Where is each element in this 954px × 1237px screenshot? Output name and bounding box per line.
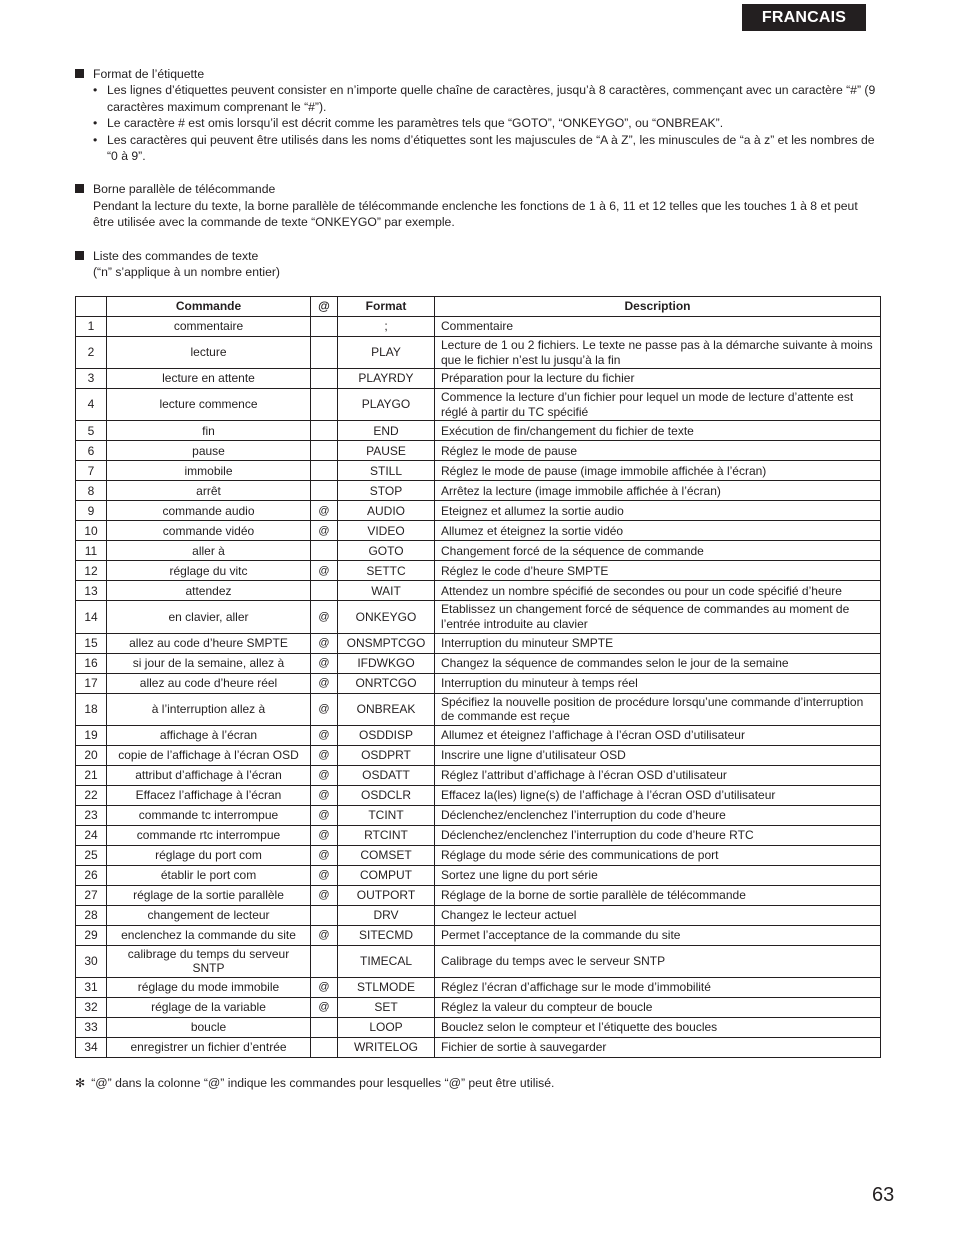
row-command: à l’interruption allez à — [107, 693, 311, 725]
row-description: Changez la séquence de commandes selon le jour de la semaine — [435, 653, 881, 673]
table-row — [76, 745, 881, 765]
row-number: 18 — [76, 693, 107, 725]
section-note: (“n” s’applique à un nombre entier) — [93, 265, 280, 280]
table-row — [76, 945, 881, 977]
row-number: 10 — [76, 521, 107, 541]
row-description: Réglez le code d’heure SMPTE — [435, 561, 881, 581]
row-number: 14 — [76, 601, 107, 633]
table-row — [76, 693, 881, 725]
section-title: Borne parallèle de télécommande — [93, 182, 276, 197]
row-number: 31 — [76, 977, 107, 997]
row-format: AUDIO — [338, 501, 435, 521]
row-description: Inscrire une ligne d’utilisateur OSD — [435, 745, 881, 765]
row-format: IFDWKGO — [338, 653, 435, 673]
row-at-flag — [311, 1037, 338, 1057]
row-number: 26 — [76, 865, 107, 885]
row-description: Réglage de la borne de sortie parallèle de télécommande — [435, 885, 881, 905]
row-at-flag — [311, 461, 338, 481]
row-format: OSDPRT — [338, 745, 435, 765]
row-format: COMPUT — [338, 865, 435, 885]
table-row — [76, 885, 881, 905]
bullet-list — [75, 82, 880, 164]
row-description: Fichier de sortie à sauvegarder — [435, 1037, 881, 1057]
row-at-flag: @ — [311, 673, 338, 693]
row-number: 29 — [76, 925, 107, 945]
table-row — [76, 825, 881, 845]
row-command: pause — [107, 441, 311, 461]
row-at-flag: @ — [311, 805, 338, 825]
row-number: 21 — [76, 765, 107, 785]
row-command: réglage du vitc — [107, 561, 311, 581]
row-at-flag: @ — [311, 501, 338, 521]
row-command: établir le port com — [107, 865, 311, 885]
row-format: LOOP — [338, 1017, 435, 1037]
row-at-flag — [311, 541, 338, 561]
row-at-flag — [311, 337, 338, 369]
row-number: 11 — [76, 541, 107, 561]
table-row — [76, 389, 881, 421]
row-command: immobile — [107, 461, 311, 481]
row-number: 12 — [76, 561, 107, 581]
square-bullet-icon — [75, 69, 84, 78]
row-number: 9 — [76, 501, 107, 521]
table-row — [76, 785, 881, 805]
row-command: calibrage du temps du serveur SNTP — [107, 945, 311, 977]
row-number: 7 — [76, 461, 107, 481]
bullet-item: • Le caractère # est omis lorsqu’il est décrit comme les paramètres tels que “GOTO”, “ONKEYGO”, ou “ONBREAK”. — [93, 115, 880, 131]
row-at-flag — [311, 581, 338, 601]
row-command: allez au code d’heure réel — [107, 673, 311, 693]
row-number: 5 — [76, 421, 107, 441]
section-label-format — [75, 66, 880, 164]
row-command: enclenchez la commande du site — [107, 925, 311, 945]
header-at: @ — [311, 297, 338, 317]
table-row — [76, 421, 881, 441]
row-number: 28 — [76, 905, 107, 925]
footnote-text: “@” dans la colonne “@” indique les commandes pour lesquelles “@” peut être utilisé. — [91, 1076, 555, 1090]
row-format: VIDEO — [338, 521, 435, 541]
row-at-flag: @ — [311, 725, 338, 745]
row-number: 23 — [76, 805, 107, 825]
row-description: Spécifiez la nouvelle position de procédure lorsqu’une commande d’interruption de commande est reçue — [435, 693, 881, 725]
row-command: enregistrer un fichier d’entrée — [107, 1037, 311, 1057]
row-description: Calibrage du temps avec le serveur SNTP — [435, 945, 881, 977]
table-row — [76, 337, 881, 369]
row-format: GOTO — [338, 541, 435, 561]
row-format: RTCINT — [338, 825, 435, 845]
row-format: PLAYGO — [338, 389, 435, 421]
table-row — [76, 521, 881, 541]
row-command: en clavier, aller — [107, 601, 311, 633]
row-number: 6 — [76, 441, 107, 461]
table-header-row — [76, 297, 881, 317]
section-command-list — [75, 248, 880, 281]
row-format: COMSET — [338, 845, 435, 865]
row-description: Effacez la(les) ligne(s) de l’affichage à l’écran OSD d’utilisateur — [435, 785, 881, 805]
row-number: 27 — [76, 885, 107, 905]
row-description: Réglage du mode série des communications de port — [435, 845, 881, 865]
row-format: WRITELOG — [338, 1037, 435, 1057]
table-row — [76, 461, 881, 481]
row-command: fin — [107, 421, 311, 441]
row-number: 17 — [76, 673, 107, 693]
row-description: Commence la lecture d’un fichier pour lequel un mode de lecture d’attente est réglé à partir du TC spécifié — [435, 389, 881, 421]
row-format: ; — [338, 317, 435, 337]
table-row — [76, 541, 881, 561]
row-number: 4 — [76, 389, 107, 421]
row-command: réglage du port com — [107, 845, 311, 865]
row-at-flag: @ — [311, 865, 338, 885]
row-at-flag: @ — [311, 845, 338, 865]
row-command: lecture — [107, 337, 311, 369]
table-row — [76, 905, 881, 925]
row-number: 3 — [76, 369, 107, 389]
row-command: copie de l’affichage à l’écran OSD — [107, 745, 311, 765]
row-number: 19 — [76, 725, 107, 745]
section-title: Format de l’étiquette — [93, 67, 205, 81]
table-row — [76, 845, 881, 865]
row-command: allez au code d’heure SMPTE — [107, 633, 311, 653]
table-row — [76, 653, 881, 673]
section-body: Pendant la lecture du texte, la borne parallèle de télécommande enclenche les fonctions de 1 à 6, 11 et 12 telles que les touches 1 à 8 et peut être utilisée avec la commande de texte “ONKEYGO” par exemple. — [93, 198, 858, 230]
table-row — [76, 865, 881, 885]
row-format: SITECMD — [338, 925, 435, 945]
row-command: attendez — [107, 581, 311, 601]
row-at-flag: @ — [311, 925, 338, 945]
row-at-flag — [311, 1017, 338, 1037]
table-row — [76, 725, 881, 745]
table-row — [76, 673, 881, 693]
row-description: Bouclez selon le compteur et l’étiquette des boucles — [435, 1017, 881, 1037]
row-format: PLAY — [338, 337, 435, 369]
row-description: Allumez et éteignez l’affichage à l’écran OSD d’utilisateur — [435, 725, 881, 745]
row-at-flag: @ — [311, 633, 338, 653]
language-tab: FRANCAIS — [742, 4, 866, 31]
table-body — [76, 317, 881, 1058]
row-command: arrêt — [107, 481, 311, 501]
row-description: Déclenchez/enclenchez l’interruption du code d’heure — [435, 805, 881, 825]
table-row — [76, 481, 881, 501]
row-command: réglage de la variable — [107, 997, 311, 1017]
table-row — [76, 977, 881, 997]
row-at-flag — [311, 441, 338, 461]
row-description: Arrêtez la lecture (image immobile affichée à l’écran) — [435, 481, 881, 501]
row-number: 33 — [76, 1017, 107, 1037]
row-description: Changez le lecteur actuel — [435, 905, 881, 925]
row-format: ONBREAK — [338, 693, 435, 725]
table-row — [76, 581, 881, 601]
row-command: Effacez l’affichage à l’écran — [107, 785, 311, 805]
table-row — [76, 805, 881, 825]
footnote — [75, 1076, 554, 1090]
row-number: 34 — [76, 1037, 107, 1057]
row-format: SETTC — [338, 561, 435, 581]
row-format: STILL — [338, 461, 435, 481]
row-number: 15 — [76, 633, 107, 653]
row-at-flag — [311, 317, 338, 337]
row-at-flag: @ — [311, 997, 338, 1017]
bullet-item: • Les caractères qui peuvent être utilisés dans les noms d’étiquettes sont les majuscules de “A à Z”, les minuscules de “a à z” et les nombres de “0 à 9”. — [93, 132, 880, 165]
row-description: Déclenchez/enclenchez l’interruption du code d’heure RTC — [435, 825, 881, 845]
header-num — [76, 297, 107, 317]
row-command: changement de lecteur — [107, 905, 311, 925]
table-row — [76, 317, 881, 337]
row-format: WAIT — [338, 581, 435, 601]
row-number: 25 — [76, 845, 107, 865]
row-at-flag: @ — [311, 765, 338, 785]
table-row — [76, 1037, 881, 1057]
row-at-flag — [311, 389, 338, 421]
table-row — [76, 925, 881, 945]
row-format: OUTPORT — [338, 885, 435, 905]
row-command: boucle — [107, 1017, 311, 1037]
row-format: OSDCLR — [338, 785, 435, 805]
header-command: Commande — [107, 297, 311, 317]
row-at-flag — [311, 481, 338, 501]
row-at-flag — [311, 905, 338, 925]
row-description: Sortez une ligne du port série — [435, 865, 881, 885]
row-at-flag — [311, 421, 338, 441]
row-command: aller à — [107, 541, 311, 561]
row-command: attribut d’affichage à l’écran — [107, 765, 311, 785]
asterisk-icon: ✻ — [75, 1076, 86, 1090]
row-format: TIMECAL — [338, 945, 435, 977]
section-parallel-remote — [75, 181, 880, 230]
table-row — [76, 561, 881, 581]
page-content — [75, 66, 880, 297]
row-number: 8 — [76, 481, 107, 501]
row-number: 16 — [76, 653, 107, 673]
row-format: TCINT — [338, 805, 435, 825]
row-format: STOP — [338, 481, 435, 501]
row-format: PAUSE — [338, 441, 435, 461]
row-command: affichage à l’écran — [107, 725, 311, 745]
table-row — [76, 633, 881, 653]
row-at-flag: @ — [311, 825, 338, 845]
square-bullet-icon — [75, 251, 84, 260]
row-command: commande audio — [107, 501, 311, 521]
row-description: Commentaire — [435, 317, 881, 337]
row-description: Exécution de fin/changement du fichier de texte — [435, 421, 881, 441]
command-table — [75, 296, 881, 1058]
row-command: commande tc interrompue — [107, 805, 311, 825]
page-number: 63 — [872, 1184, 895, 1206]
row-command: commentaire — [107, 317, 311, 337]
bullet-item: • Les lignes d’étiquettes peuvent consister en n’importe quelle chaîne de caractères, jusqu’à 8 caractères, commençant avec un caractère “#” (9 caractères maximum comprenant le “#”). — [93, 82, 880, 115]
row-command: lecture en attente — [107, 369, 311, 389]
row-format: STLMODE — [338, 977, 435, 997]
row-number: 22 — [76, 785, 107, 805]
row-format: ONKEYGO — [338, 601, 435, 633]
row-number: 24 — [76, 825, 107, 845]
row-at-flag: @ — [311, 521, 338, 541]
row-number: 30 — [76, 945, 107, 977]
row-at-flag — [311, 369, 338, 389]
row-description: Etablissez un changement forcé de séquence de commandes au moment de l’entrée introduite au clavier — [435, 601, 881, 633]
table-row — [76, 997, 881, 1017]
table-row — [76, 1017, 881, 1037]
row-description: Eteignez et allumez la sortie audio — [435, 501, 881, 521]
row-command: commande rtc interrompue — [107, 825, 311, 845]
row-description: Interruption du minuteur à temps réel — [435, 673, 881, 693]
row-format: DRV — [338, 905, 435, 925]
row-description: Interruption du minuteur SMPTE — [435, 633, 881, 653]
row-number: 13 — [76, 581, 107, 601]
row-format: OSDDISP — [338, 725, 435, 745]
row-format: ONRTCGO — [338, 673, 435, 693]
row-command: commande vidéo — [107, 521, 311, 541]
table-row — [76, 601, 881, 633]
table-row — [76, 369, 881, 389]
row-description: Allumez et éteignez la sortie vidéo — [435, 521, 881, 541]
row-command: réglage de la sortie parallèle — [107, 885, 311, 905]
table-row — [76, 501, 881, 521]
row-format: PLAYRDY — [338, 369, 435, 389]
row-format: END — [338, 421, 435, 441]
row-number: 1 — [76, 317, 107, 337]
table-row — [76, 441, 881, 461]
row-at-flag: @ — [311, 885, 338, 905]
row-command: lecture commence — [107, 389, 311, 421]
row-description: Réglez la valeur du compteur de boucle — [435, 997, 881, 1017]
row-description: Réglez l’attribut d’affichage à l’écran OSD d’utilisateur — [435, 765, 881, 785]
table-row — [76, 765, 881, 785]
row-number: 20 — [76, 745, 107, 765]
row-description: Permet l’acceptance de la commande du site — [435, 925, 881, 945]
row-command: réglage du mode immobile — [107, 977, 311, 997]
row-description: Lecture de 1 ou 2 fichiers. Le texte ne passe pas à la démarche suivante à moins que le fichier n’est lu jusqu’à la fin — [435, 337, 881, 369]
row-at-flag: @ — [311, 785, 338, 805]
row-at-flag: @ — [311, 745, 338, 765]
row-at-flag: @ — [311, 601, 338, 633]
row-description: Réglez le mode de pause (image immobile affichée à l’écran) — [435, 461, 881, 481]
row-command: si jour de la semaine, allez à — [107, 653, 311, 673]
row-at-flag: @ — [311, 693, 338, 725]
row-at-flag — [311, 945, 338, 977]
row-number: 32 — [76, 997, 107, 1017]
row-description: Réglez le mode de pause — [435, 441, 881, 461]
row-at-flag: @ — [311, 977, 338, 997]
header-description: Description — [435, 297, 881, 317]
row-at-flag: @ — [311, 561, 338, 581]
row-format: ONSMPTCGO — [338, 633, 435, 653]
row-format: OSDATT — [338, 765, 435, 785]
section-title: Liste des commandes de texte — [93, 248, 259, 263]
row-format: SET — [338, 997, 435, 1017]
square-bullet-icon — [75, 184, 84, 193]
row-description: Attendez un nombre spécifié de secondes ou pour un code spécifié d’heure — [435, 581, 881, 601]
row-description: Changement forcé de la séquence de commande — [435, 541, 881, 561]
row-at-flag: @ — [311, 653, 338, 673]
row-description: Réglez l’écran d’affichage sur le mode d’immobilité — [435, 977, 881, 997]
header-format: Format — [338, 297, 435, 317]
row-description: Préparation pour la lecture du fichier — [435, 369, 881, 389]
row-number: 2 — [76, 337, 107, 369]
